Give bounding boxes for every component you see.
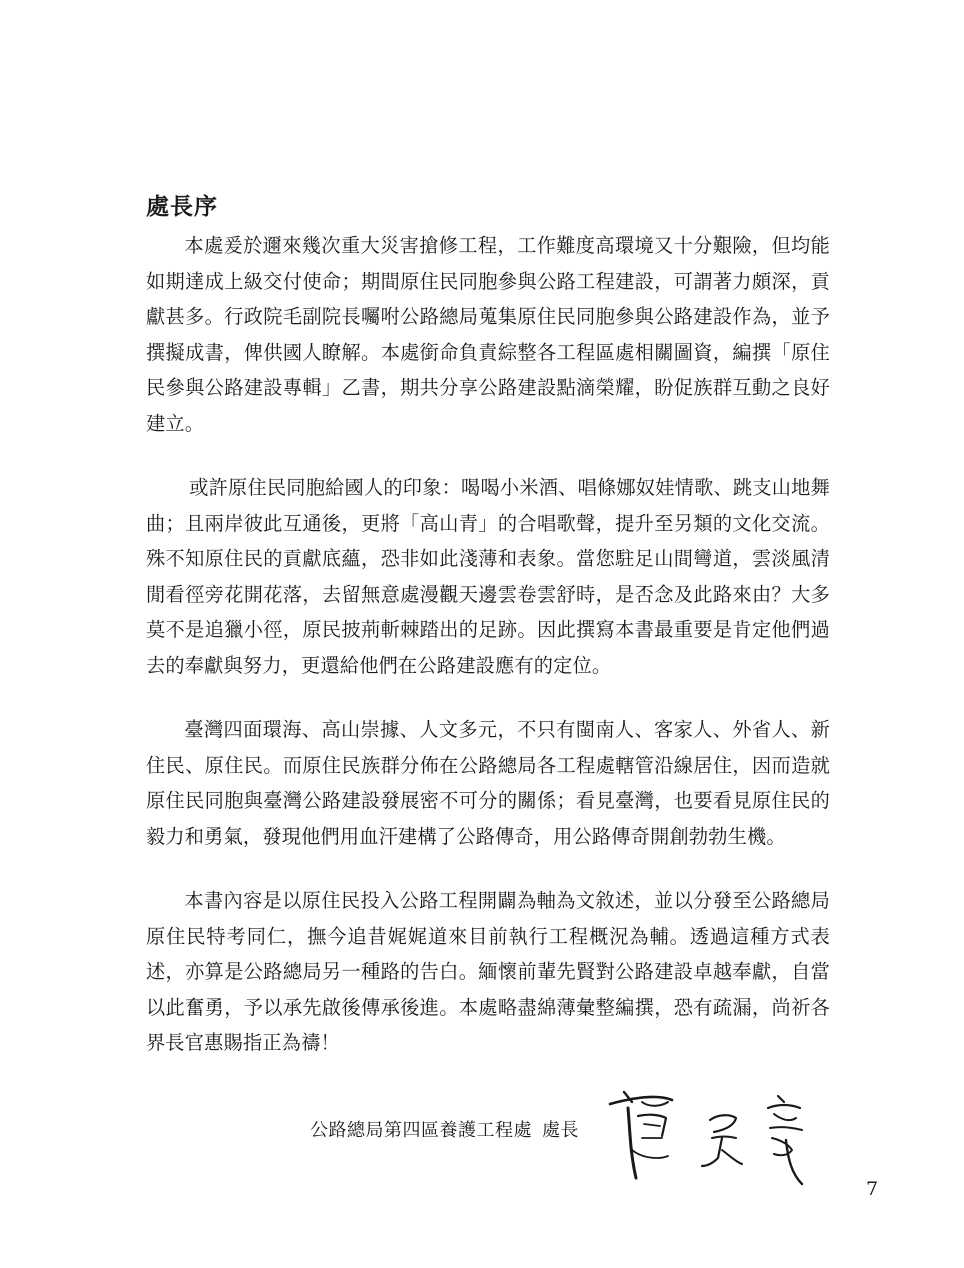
paragraph-1: 本處爰於邇來幾次重大災害搶修工程，工作難度高環境又十分艱險，但均能如期達成上級交付使命；期間原住民同胞參與公路工程建設，可謂著力頗深，貢獻甚多。行政院毛副院長囑咐公路總局蒐集原住民同胞參與公路建設作為，並予撰擬成書，俾供國人瞭解。本處銜命負責綜整各工程區處相關圖資，編撰「原住民參與公路建設專輯」乙書，期共分享公路建設點滴榮耀，盼促族群互動之良好建立。: [146, 234, 830, 435]
signature-role: 處長: [542, 1120, 579, 1141]
page-title: 處長序: [146, 193, 218, 220]
preface-body: [146, 228, 830, 1090]
handwritten-signature: [602, 1080, 822, 1190]
page-number: 7: [866, 1178, 879, 1200]
paragraph-2: 或許原住民同胞給國人的印象：喝喝小米酒、唱條娜奴娃情歌、跳支山地舞曲；且兩岸彼此互通後，更將「高山青」的合唱歌聲，提升至另類的文化交流。殊不知原住民的貢獻底蘊，恐非如此淺薄和表象。當您駐足山間彎道，雲淡風清閒看徑旁花開花落，去留無意處漫觀天邊雲卷雲舒時，是否念及此路來由？大多莫不是追獵小徑，原民披荊斬棘踏出的足跡。因此撰寫本書最重要是肯定他們過去的奉獻與努力，更還給他們在公路建設應有的定位。: [146, 476, 830, 677]
paragraph-4: 本書內容是以原住民投入公路工程開闢為軸為文敘述，並以分發至公路總局原住民特考同仁，撫今追昔娓娓道來目前執行工程概況為輔。透過這種方式表述，亦算是公路總局另一種路的告白。緬懷前輩先賢對公路建設卓越奉獻，自當以此奮勇，予以承先啟後傳承後進。本處略盡綿薄彙整編撰，恐有疏漏，尚祈各界長官惠賜指正為禱！: [146, 889, 830, 1054]
signature-organization: 公路總局第四區養護工程處: [310, 1120, 532, 1141]
paragraph-3: 臺灣四面環海、高山崇據、人文多元，不只有閩南人、客家人、外省人、新住民、原住民。而原住民族群分佈在公路總局各工程處轄管沿線居住，因而造就原住民同胞與臺灣公路建設發展密不可分的關係；看見臺灣，也要看見原住民的毅力和勇氣，發現他們用血汗建構了公路傳奇，用公路傳奇開創勃勃生機。: [146, 718, 830, 848]
signature-line: [310, 1116, 579, 1142]
